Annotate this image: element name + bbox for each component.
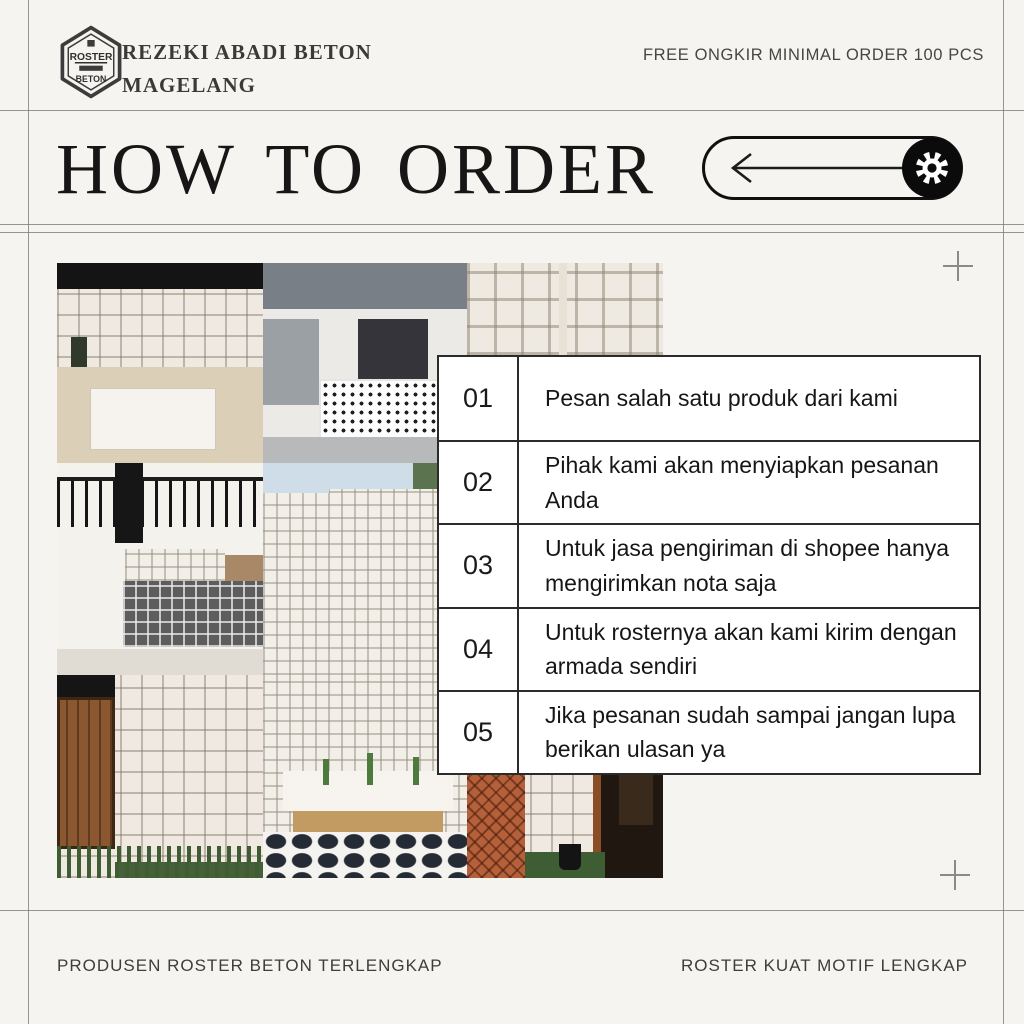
brand-name [122,36,372,101]
step-text: Untuk jasa pengiriman di shopee hanya mengirimkan nota saja [519,523,979,606]
step-text: Untuk rosternya akan kami kirim dengan armada sendiri [519,607,979,690]
photo-detail [125,549,225,581]
plus-icon-bar [954,860,956,890]
grid-line-vertical-left [28,0,29,1024]
grid-line-vertical-right [1003,0,1004,1024]
photo-detail [413,757,419,785]
step-number: 01 [439,357,519,440]
left-arrow-icon [727,150,907,186]
photo-detail [263,832,467,878]
page-title: HOW TO ORDER [56,129,657,209]
brand-name-line2: MAGELANG [122,72,256,97]
photo-detail [57,263,263,289]
photo-detail [57,675,115,697]
grid-line-horizontal-footer [0,910,1024,911]
grid-line-horizontal-title-bottom [0,224,1024,225]
logo-text-bottom: BETON [75,73,107,84]
photo-detail [323,759,329,785]
plus-icon-bar [957,251,959,281]
step-number: 02 [439,440,519,523]
step-number: 05 [439,690,519,773]
gear-button[interactable] [902,138,962,198]
photo-detail [559,844,581,870]
photo-detail [263,463,329,493]
photo-detail [263,319,319,405]
step-number: 04 [439,607,519,690]
step-text: Pihak kami akan menyiapkan pesanan Anda [519,440,979,523]
photo-detail [321,381,443,443]
collage-photo-balcony-railing-gray-roster [57,463,263,675]
step-number: 03 [439,523,519,606]
footer-tagline-right: ROSTER KUAT MOTIF LENGKAP [681,956,968,975]
free-shipping-banner: FREE ONGKIR MINIMAL ORDER 100 PCS [642,46,984,64]
photo-detail [263,263,467,309]
gear-icon [910,146,954,190]
brand-logo-icon [58,24,124,100]
photo-detail [57,481,263,527]
plus-icon [940,860,970,890]
logo-mark [87,40,94,47]
brand-name-line1: REZEKI ABADI BETON [122,40,372,64]
order-nav-pill[interactable] [702,136,963,200]
photo-detail [115,862,263,878]
grid-line-horizontal-title-bottom-2 [0,232,1024,233]
footer-tagline-left: PRODUSEN ROSTER BETON TERLENGKAP [57,956,443,975]
logo-text-top: ROSTER [69,51,113,63]
photo-detail [293,811,443,833]
photo-detail [57,649,263,675]
step-text: Pesan salah satu produk dari kami [545,385,898,412]
photo-detail [91,389,215,449]
photo-detail [367,753,373,785]
photo-detail [57,697,115,849]
collage-photo-interior-roster-wall-counter [57,263,263,463]
photo-detail [123,581,263,647]
step-text: Jika pesanan sudah sampai jangan lupa berikan ulasan ya [519,690,979,773]
photo-detail [71,337,87,367]
logo-ribbon [79,66,102,71]
collage-photo-wood-slats-white-roster-plants [57,675,263,878]
grid-line-horizontal-top [0,110,1024,111]
photo-detail [115,463,143,543]
steps-table [437,355,981,775]
plus-icon [943,251,973,281]
